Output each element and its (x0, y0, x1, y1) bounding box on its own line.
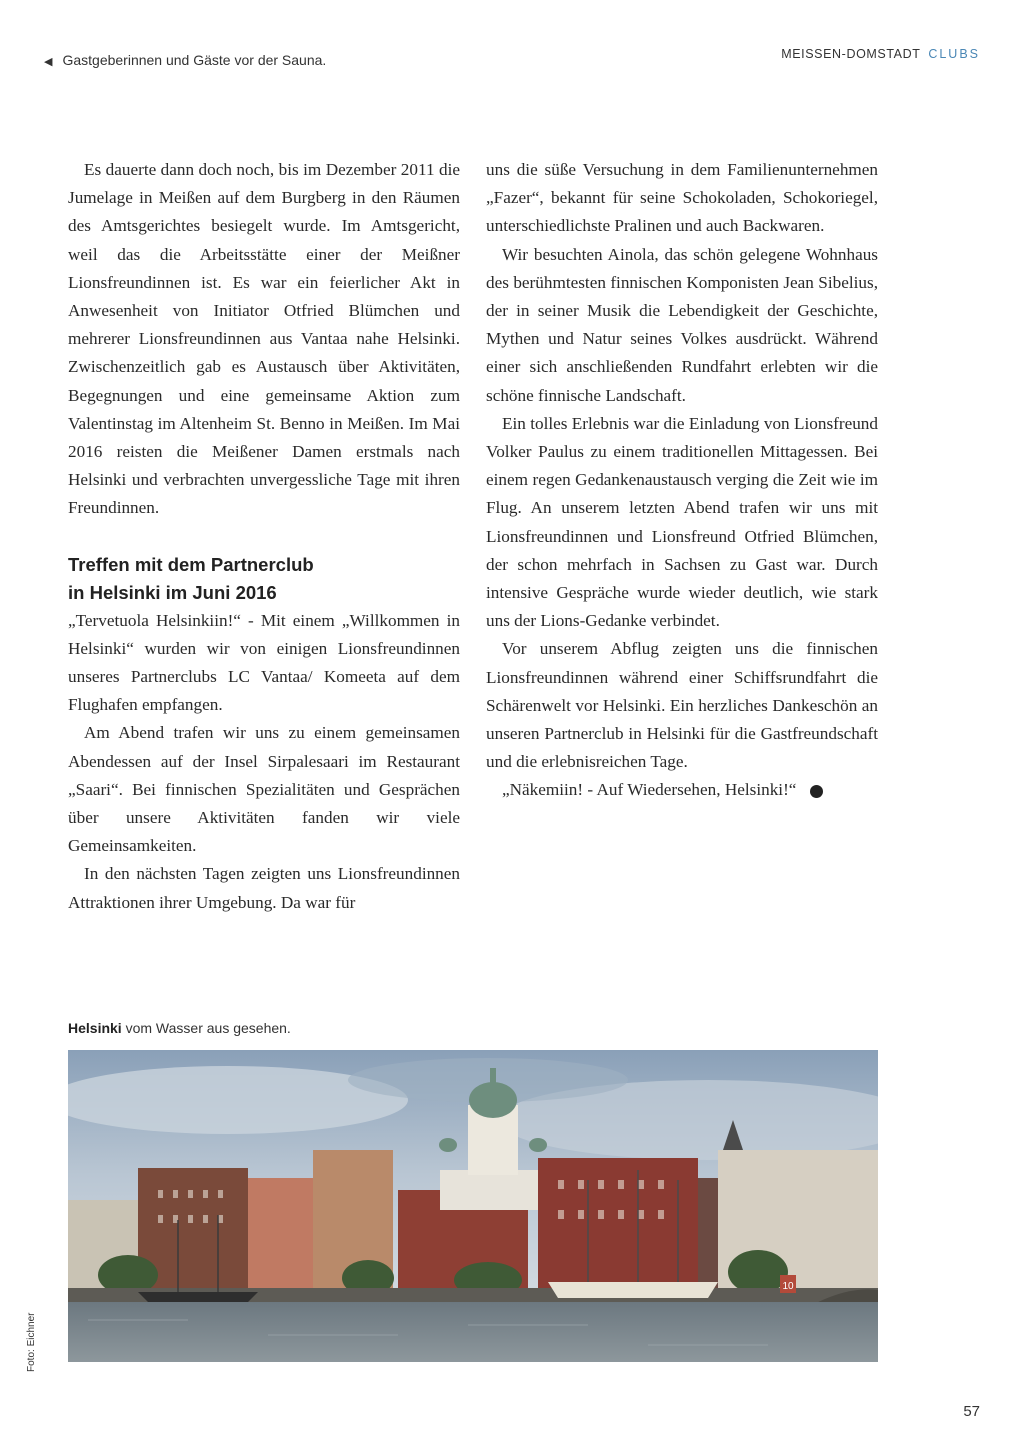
lions-end-mark-icon: L (810, 785, 823, 798)
paragraph: „Tervetuola Helsinkiin!“ - Mit einem „Willkommen in Helsinki“ wurden wir von einigen Lionsfreundinnen unseres Partnerclubs LC Vantaa/ Komeeta auf dem Flughafen empfangen. (68, 610, 460, 715)
header-section: MEISSEN-DOMSTADT (781, 47, 921, 61)
page-number: 57 (963, 1403, 980, 1420)
triangle-left-icon: ◀ (44, 56, 53, 68)
photo-caption-text: vom Wasser aus gesehen. (125, 1020, 291, 1036)
subheading (68, 551, 460, 607)
subheading-line: Treffen mit dem Partnerclub (68, 553, 314, 575)
paragraph (486, 776, 878, 804)
top-caption-text: Gastgeberinnen und Gäste vor der Sauna. (62, 52, 327, 68)
paragraph: Wir besuchten Ainola, das schön gelegene Wohnhaus des berühmtesten finnischen Komponisten Jean Sibelius, der in seiner Musik die Lebendigkeit der Geschichte, Mythen und Natur seines Volkes ausdrückt. Während einer sich anschließenden Rundfahrt erlebten wir die schöne finnische Landschaft. (486, 244, 878, 405)
subheading-line: in Helsinki im Juni 2016 (68, 581, 277, 603)
closing-line: „Näkemiin! - Auf Wiedersehen, Helsinki!“ (502, 780, 797, 800)
photo-caption (68, 1020, 291, 1036)
photo-credit-wrapper (26, 1312, 38, 1444)
running-header (781, 47, 980, 61)
paragraph: In den nächsten Tagen zeigten uns Lionsfreundinnen Attraktionen ihrer Umgebung. Da war für (68, 864, 460, 912)
paragraph: Es dauerte dann doch noch, bis im Dezember 2011 die Jumelage in Meißen auf dem Burgberg in den Räumen des Amtsgerichtes besiegelt wurde. Im Amtsgericht, weil das die Arbeitsstätte einer der Meißner Lionsfreundinnen ist. Es war ein feierlicher Akt in Anwesenheit von Initiator Otfried Blümchen und mehrerer Lionsfreundinnen aus Vantaa nahe Helsinki. Zwischenzeitlich gab es Austausch über Aktivitäten, Begegnungen und eine gemeinsame Aktion zum Valentinstag im Altenheim St. Benno in Meißen. Im Mai 2016 reisten die Meißener Damen erstmals nach Helsinki und verbrachten unvergessliche Tage mit ihren Freundinnen. (68, 160, 460, 518)
top-photo-caption (44, 52, 326, 68)
photo-credit: Foto: Eichner (26, 1312, 37, 1372)
boat-sign-number: 10 (782, 1281, 794, 1292)
paragraph: uns die süße Versuchung in dem Familienunternehmen „Fazer“, bekannt für seine Schokoladen, Schokoriegel, unterschiedlichste Pralinen und auch Backwaren. (486, 160, 878, 236)
header-category: CLUBS (928, 47, 980, 61)
helsinki-photo (68, 1050, 878, 1362)
right-column (486, 156, 878, 805)
left-column (68, 156, 460, 917)
paragraph: Ein tolles Erlebnis war die Einladung von Lionsfreund Volker Paulus zu einem traditionellen Mittagessen. Bei einem regen Gedankenaustausch verging die Zeit wie im Flug. An unserem letzten Abend trafen wir uns mit Lionsfreundinnen und Lionsfreund Otfried Blümchen, der schon mehrfach in Sachsen zu Gast war. Durch intensive Gespräche wurde wieder deutlich, wie stark uns der Lions-Gedanke verbindet. (486, 413, 878, 631)
paragraph: Vor unserem Abflug zeigten uns die finnischen Lionsfreundinnen während einer Schiffsrundfahrt die Schärenwelt vor Helsinki. Ein herzliches Dankeschön an unseren Partnerclub in Helsinki für die Gastfreundschaft und die erlebnisreichen Tage. (486, 639, 878, 772)
paragraph: Am Abend trafen wir uns zu einem gemeinsamen Abendessen auf der Insel Sirpalesaari im Restaurant „Saari“. Bei finnischen Spezialitäten und Gesprächen über unsere Aktivitäten fanden wir viele Gemeinsamkeiten. (68, 723, 460, 856)
photo-caption-bold: Helsinki (68, 1020, 122, 1036)
